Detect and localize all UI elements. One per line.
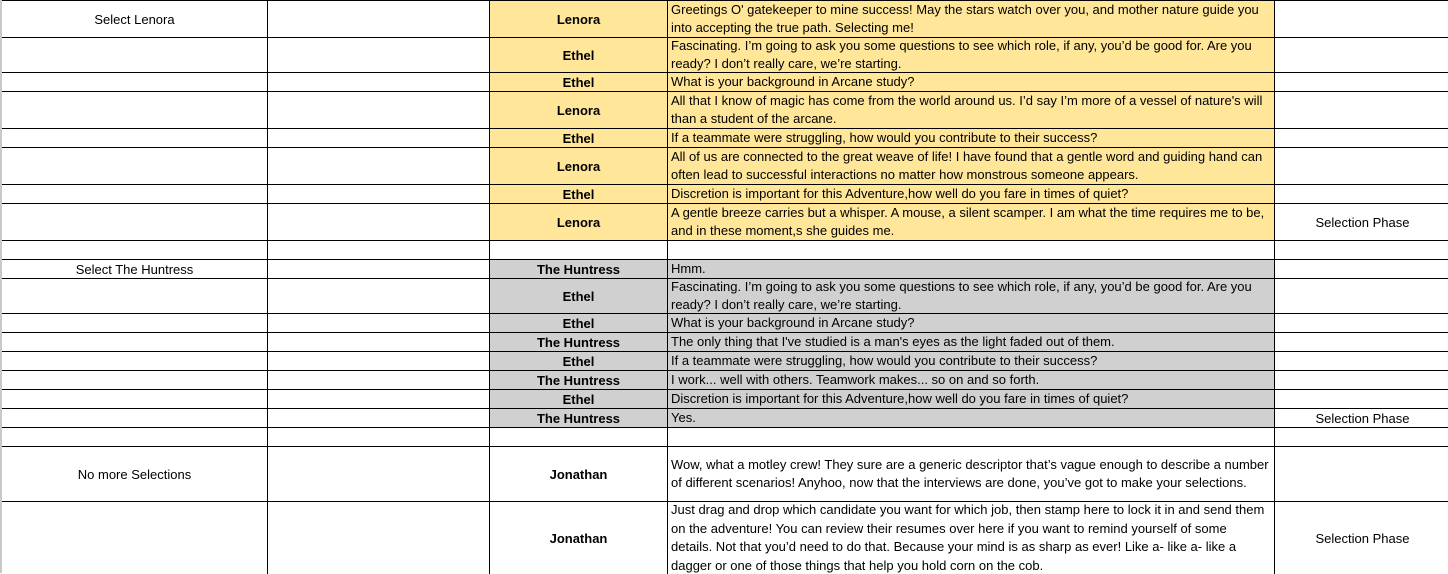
action-cell[interactable] [2, 92, 267, 128]
speaker-cell[interactable] [489, 333, 667, 351]
empty-cell[interactable] [267, 241, 489, 259]
empty-cell[interactable] [267, 1, 489, 37]
speaker-cell-text: The Huntress [536, 334, 621, 350]
action-cell[interactable] [2, 352, 267, 370]
action-cell[interactable] [2, 241, 267, 259]
table-row [2, 408, 1448, 427]
phase-cell[interactable] [1274, 371, 1448, 389]
dialogue-cell[interactable] [667, 390, 1274, 408]
action-cell-text: Select The Huntress [75, 261, 194, 277]
dialogue-cell[interactable] [667, 352, 1274, 370]
empty-cell[interactable] [267, 333, 489, 351]
phase-cell[interactable] [1274, 352, 1448, 370]
table-row [2, 72, 1448, 91]
phase-cell[interactable] [1274, 204, 1448, 240]
action-cell[interactable] [2, 333, 267, 351]
phase-cell[interactable] [1274, 260, 1448, 278]
empty-cell[interactable] [267, 371, 489, 389]
phase-cell[interactable] [1274, 279, 1448, 313]
empty-cell[interactable] [267, 447, 489, 501]
dialogue-cell-text: Just drag and drop which candidate you want for which job, then stamp here to lock it in and send them on the adventure! You can review their resumes over here if you want to remind yourself of some details. Not that you’d need to do that. Because your mind is as sharp as ever! Like a- like a- like a dagger or one of those things that help you hold corn on the cob. [671, 502, 1265, 573]
table-row [2, 501, 1448, 574]
action-cell[interactable] [2, 502, 267, 574]
dialogue-cell[interactable] [667, 148, 1274, 184]
dialogue-cell[interactable] [667, 241, 1274, 259]
dialogue-cell-text: The only thing that I've studied is a man's eyes as the light faded out of them. [671, 333, 1115, 349]
speaker-cell[interactable] [489, 241, 667, 259]
dialogue-cell[interactable] [667, 204, 1274, 240]
table-row [2, 351, 1448, 370]
speaker-cell[interactable] [489, 428, 667, 446]
dialogue-cell[interactable] [667, 38, 1274, 72]
phase-cell[interactable] [1274, 502, 1448, 574]
phase-cell-text: Selection Phase [1315, 214, 1410, 230]
speaker-cell[interactable] [489, 38, 667, 72]
action-cell-text: No more Selections [77, 466, 192, 482]
empty-cell[interactable] [267, 73, 489, 91]
phase-cell[interactable] [1274, 428, 1448, 446]
phase-cell[interactable] [1274, 38, 1448, 72]
action-cell[interactable] [2, 447, 267, 501]
table-row [2, 446, 1448, 501]
speaker-cell-text: The Huntress [536, 261, 621, 277]
action-cell[interactable] [2, 73, 267, 91]
phase-cell[interactable] [1274, 241, 1448, 259]
dialogue-cell[interactable] [667, 371, 1274, 389]
speaker-cell-text: Lenora [556, 158, 601, 174]
speaker-cell[interactable] [489, 148, 667, 184]
dialogue-cell[interactable] [667, 260, 1274, 278]
phase-cell[interactable] [1274, 333, 1448, 351]
speaker-cell[interactable] [489, 502, 667, 574]
speaker-cell-text: Ethel [562, 353, 595, 369]
empty-cell[interactable] [267, 409, 489, 427]
speaker-cell[interactable] [489, 390, 667, 408]
speaker-cell[interactable] [489, 352, 667, 370]
speaker-cell[interactable] [489, 73, 667, 91]
phase-cell[interactable] [1274, 129, 1448, 147]
empty-cell[interactable] [267, 390, 489, 408]
phase-cell[interactable] [1274, 409, 1448, 427]
table-row [2, 370, 1448, 389]
speaker-cell[interactable] [489, 260, 667, 278]
speaker-cell-text: Ethel [562, 47, 595, 63]
action-cell[interactable] [2, 314, 267, 332]
dialogue-cell-text: All that I know of magic has come from the world around us. I’d say I’m more of a vessel of nature's will than a student of the arcane. [671, 92, 1263, 126]
dialogue-cell-text: Greetings O' gatekeeper to mine success! May the stars watch over you, and mother nature guide you into accepting the true path. Selecting me! [671, 1, 1259, 35]
dialogue-cell[interactable] [667, 447, 1274, 501]
empty-cell[interactable] [267, 502, 489, 574]
dialogue-cell-text: I work... well with others. Teamwork makes... so on and so forth. [671, 371, 1040, 387]
speaker-cell-text: Ethel [562, 186, 595, 202]
dialogue-cell-text: Wow, what a motley crew! They sure are a generic descriptor that’s vague enough to describe a number of different scenarios! Anyhoo, now that the interviews are done, you’ve got to make your selections. [671, 456, 1269, 490]
phase-cell[interactable] [1274, 390, 1448, 408]
speaker-cell[interactable] [489, 204, 667, 240]
empty-cell[interactable] [267, 428, 489, 446]
dialogue-cell-text: A gentle breeze carries but a whisper. A mouse, a silent scamper. I am what the time requires me to be, and in these moment,s she guides me. [671, 204, 1265, 238]
empty-cell[interactable] [267, 92, 489, 128]
phase-cell[interactable] [1274, 314, 1448, 332]
dialogue-cell-text: What is your background in Arcane study? [671, 73, 915, 89]
empty-cell[interactable] [267, 352, 489, 370]
phase-cell[interactable] [1274, 148, 1448, 184]
speaker-cell-text: Ethel [562, 74, 595, 90]
dialogue-cell-text: Fascinating. I’m going to ask you some questions to see which role, if any, you’d be good for. Are you ready? I don’t really care, we’re starting. [671, 279, 1252, 312]
speaker-cell-text: Ethel [562, 288, 595, 304]
dialogue-cell-text: Discretion is important for this Adventure,how well do you fare in times of quiet? [671, 185, 1129, 201]
speaker-cell-text: The Huntress [536, 372, 621, 388]
action-cell[interactable] [2, 371, 267, 389]
dialogue-cell-text: If a teammate were struggling, how would you contribute to their success? [671, 129, 1098, 145]
action-cell[interactable] [2, 38, 267, 72]
dialogue-cell[interactable] [667, 129, 1274, 147]
dialogue-cell[interactable] [667, 1, 1274, 37]
speaker-cell[interactable] [489, 129, 667, 147]
speaker-cell-text: Jonathan [549, 530, 608, 546]
speaker-cell-text: Ethel [562, 130, 595, 146]
empty-cell[interactable] [267, 38, 489, 72]
empty-cell[interactable] [267, 204, 489, 240]
dialogue-cell-text: Discretion is important for this Adventure,how well do you fare in times of quiet? [671, 390, 1129, 406]
dialogue-cell-text: What is your background in Arcane study? [671, 314, 915, 330]
phase-cell[interactable] [1274, 185, 1448, 203]
table-row [2, 332, 1448, 351]
speaker-cell-text: Lenora [556, 11, 601, 27]
empty-cell[interactable] [267, 260, 489, 278]
speaker-cell[interactable] [489, 1, 667, 37]
speaker-cell[interactable] [489, 447, 667, 501]
phase-cell[interactable] [1274, 73, 1448, 91]
empty-cell[interactable] [267, 185, 489, 203]
empty-cell[interactable] [267, 129, 489, 147]
speaker-cell[interactable] [489, 185, 667, 203]
dialogue-cell-text: If a teammate were struggling, how would you contribute to their success? [671, 352, 1098, 368]
dialogue-cell[interactable] [667, 279, 1274, 313]
speaker-cell[interactable] [489, 314, 667, 332]
action-cell[interactable] [2, 409, 267, 427]
dialogue-cell[interactable] [667, 185, 1274, 203]
speaker-cell-text: Ethel [562, 391, 595, 407]
table-row [2, 147, 1448, 184]
dialogue-cell[interactable] [667, 333, 1274, 351]
action-cell[interactable] [2, 260, 267, 278]
table-row [2, 313, 1448, 332]
table-row [2, 184, 1448, 203]
action-cell[interactable] [2, 1, 267, 37]
empty-cell[interactable] [267, 279, 489, 313]
action-cell[interactable] [2, 204, 267, 240]
table-row [2, 259, 1448, 278]
table-row [2, 389, 1448, 408]
table-row [2, 91, 1448, 128]
table-row [2, 0, 1448, 37]
phase-cell[interactable] [1274, 1, 1448, 37]
table-row [2, 203, 1448, 240]
dialogue-cell-text: Hmm. [671, 260, 706, 276]
phase-cell-text: Selection Phase [1315, 530, 1410, 546]
speaker-cell-text: Lenora [556, 214, 601, 230]
action-cell[interactable] [2, 185, 267, 203]
action-cell[interactable] [2, 129, 267, 147]
speaker-cell-text: Lenora [556, 102, 601, 118]
speaker-cell[interactable] [489, 279, 667, 313]
table-row [2, 128, 1448, 147]
phase-cell[interactable] [1274, 447, 1448, 501]
dialogue-cell-text: All of us are connected to the great weave of life! I have found that a gentle word and guiding hand can often lead to successful interactions no matter how monstrous someone appears. [671, 148, 1263, 182]
phase-cell[interactable] [1274, 92, 1448, 128]
speaker-cell[interactable] [489, 371, 667, 389]
dialogue-cell-text: Fascinating. I’m going to ask you some questions to see which role, if any, you’d be good for. Are you ready? I don’t really care, we’re starting. [671, 38, 1252, 71]
dialogue-cell[interactable] [667, 428, 1274, 446]
dialogue-cell[interactable] [667, 92, 1274, 128]
dialogue-cell[interactable] [667, 73, 1274, 91]
dialogue-cell[interactable] [667, 314, 1274, 332]
table-row [2, 37, 1448, 72]
action-cell[interactable] [2, 279, 267, 313]
empty-cell[interactable] [267, 148, 489, 184]
speaker-cell-text: Ethel [562, 315, 595, 331]
action-cell-text: Select Lenora [94, 11, 175, 27]
empty-cell[interactable] [267, 314, 489, 332]
action-cell[interactable] [2, 390, 267, 408]
speaker-cell[interactable] [489, 92, 667, 128]
table-row [2, 240, 1448, 259]
speaker-cell[interactable] [489, 409, 667, 427]
table-row [2, 278, 1448, 313]
speaker-cell-text: Jonathan [549, 466, 608, 482]
action-cell[interactable] [2, 148, 267, 184]
speaker-cell-text: The Huntress [536, 410, 621, 426]
dialogue-cell-text: Yes. [671, 409, 696, 425]
dialogue-cell[interactable] [667, 409, 1274, 427]
phase-cell-text: Selection Phase [1315, 410, 1410, 426]
action-cell[interactable] [2, 428, 267, 446]
dialogue-cell[interactable] [667, 502, 1274, 574]
table-row [2, 427, 1448, 446]
